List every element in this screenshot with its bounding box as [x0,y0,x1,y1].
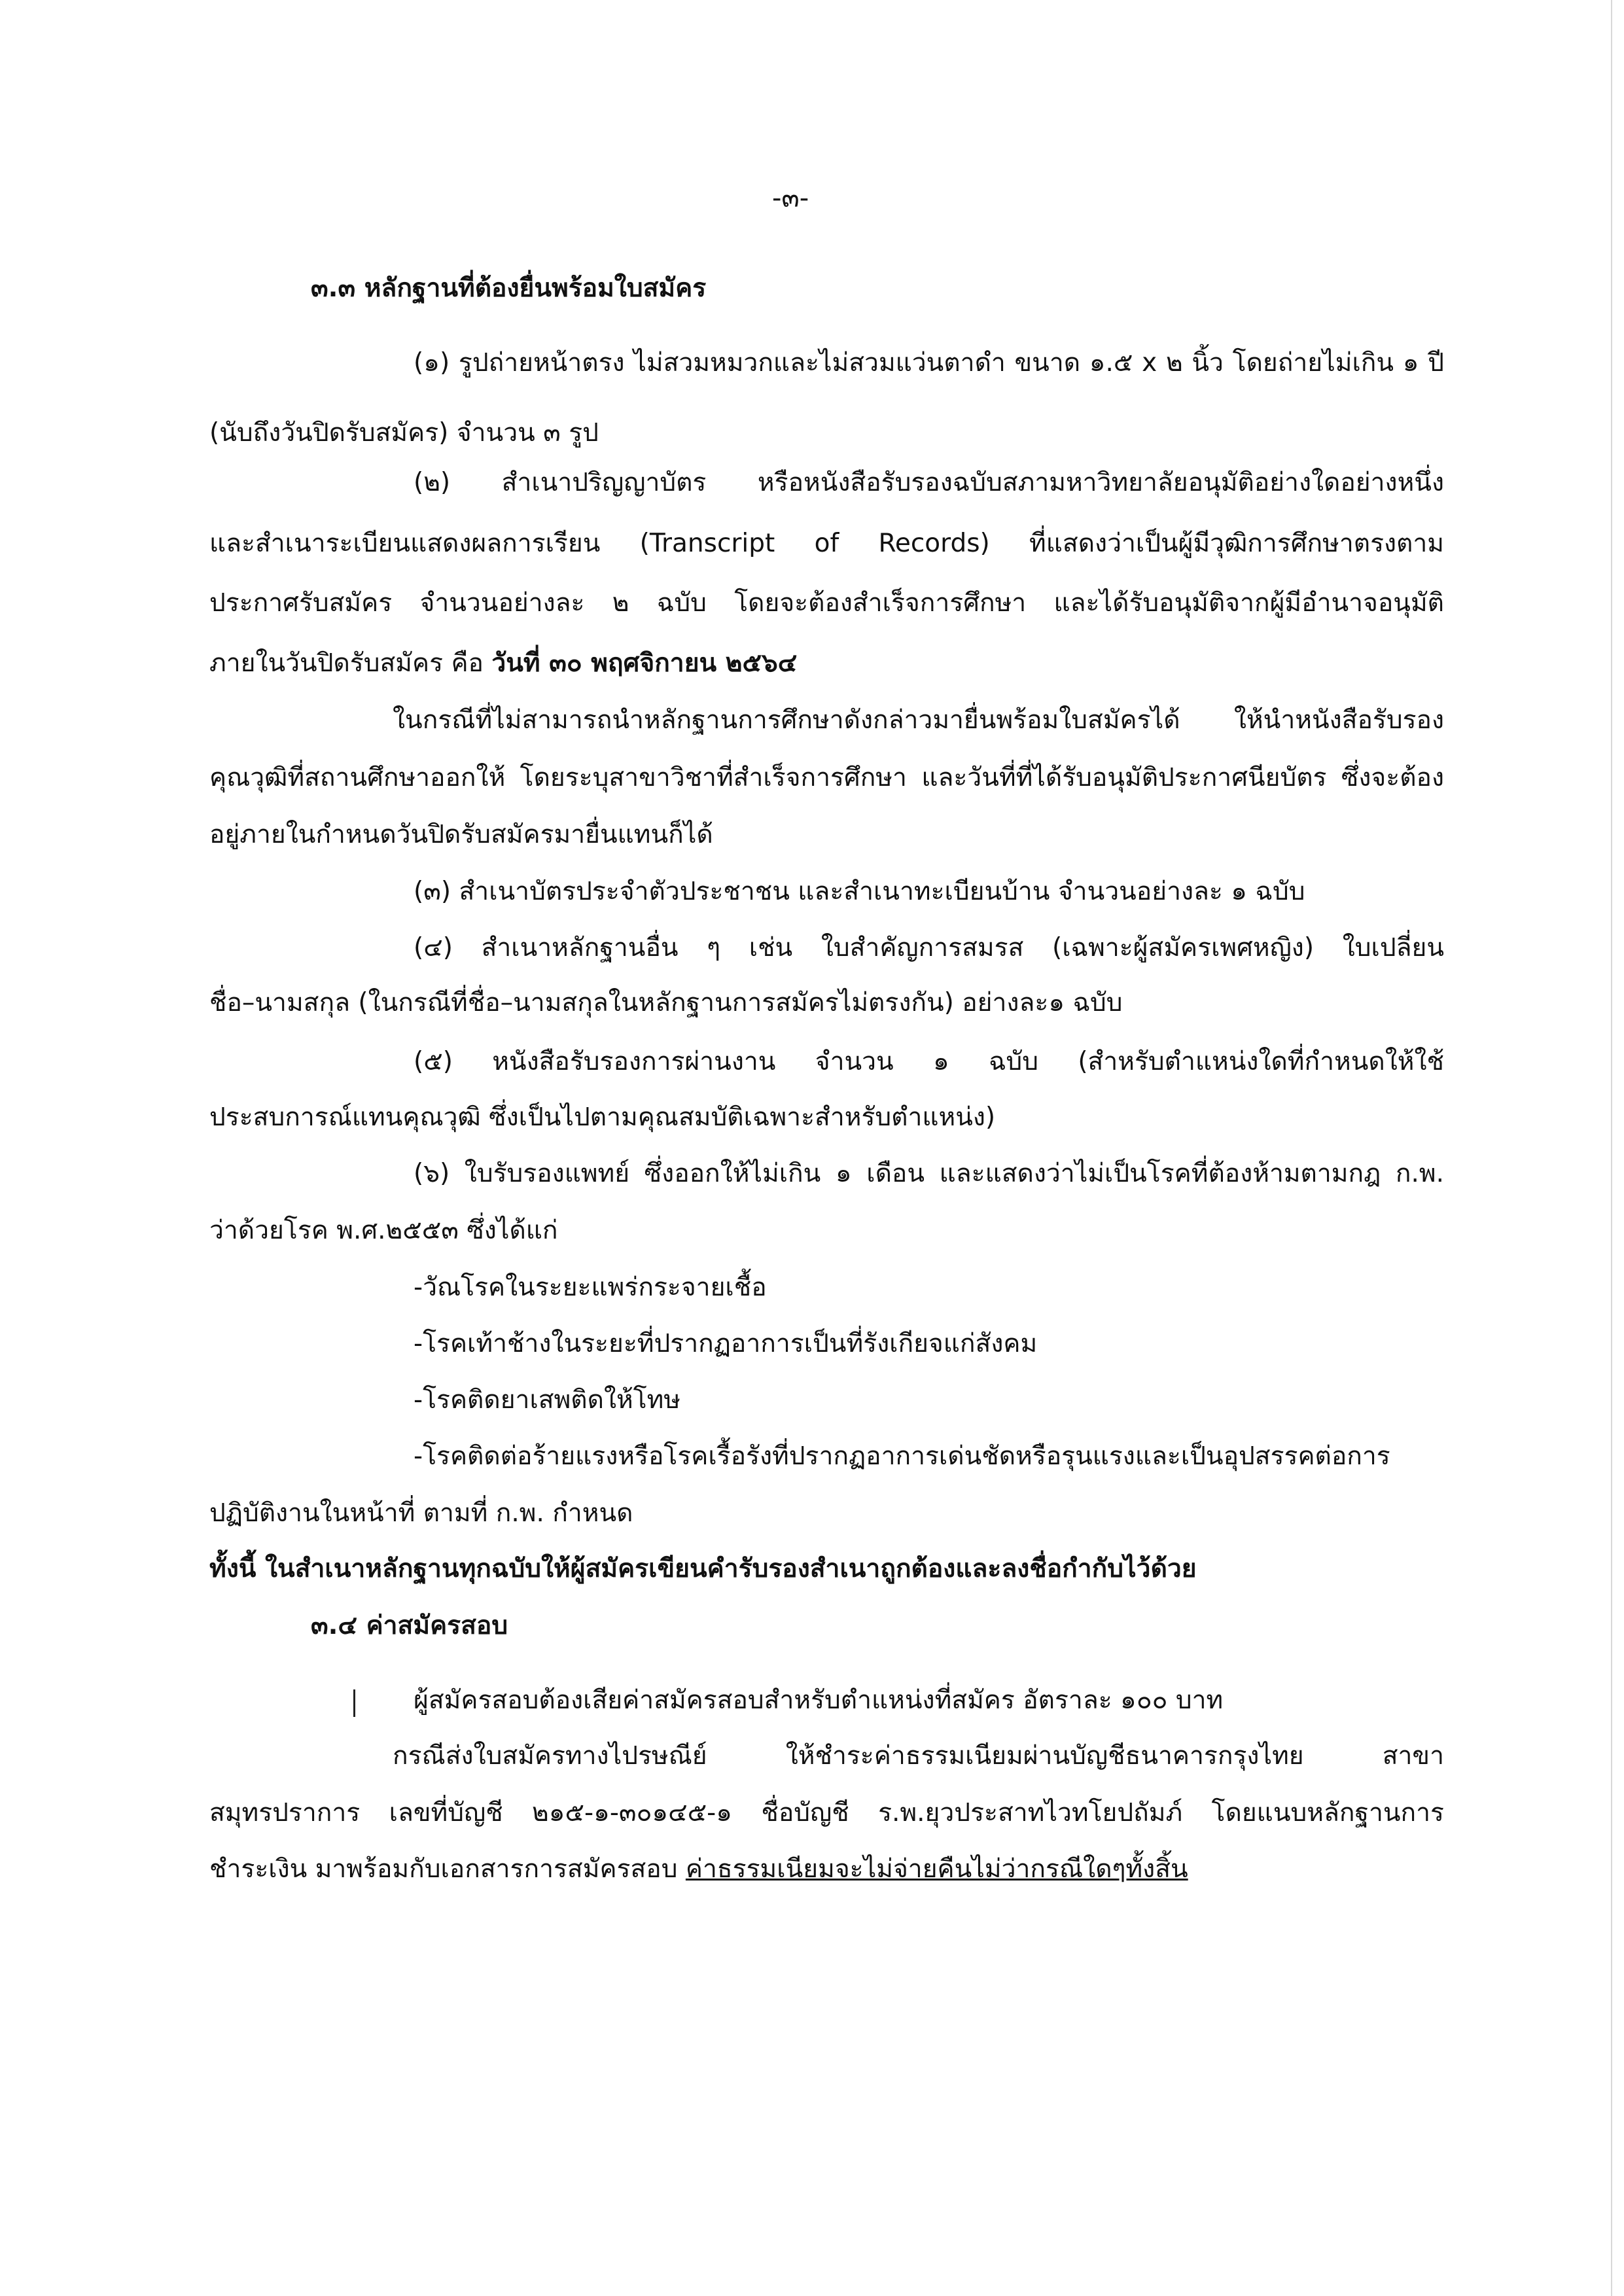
mail-line-1: กรณีส่งใบสมัครทางไปรษณีย์ ให้ชำระค่าธรรมเนียมผ่านบัญชีธนาคารกรุงไทย สาขา [393,1741,1444,1771]
mail-line-3-prefix: ชำระเงิน มาพร้อมกับเอกสารการสมัครสอบ [209,1854,686,1884]
disease-item-3: -โรคติดยาเสพติดให้โทษ [414,1385,681,1415]
fee-line: ผู้สมัครสอบต้องเสียค่าสมัครสอบสำหรับตำแหน่งที่สมัคร อัตราละ ๑๐๐ บาท [414,1686,1224,1715]
item-5-line-1: (๕) หนังสือรับรองการผ่านงาน จำนวน ๑ ฉบับ (สำหรับตำแหน่งใดที่กำหนดให้ใช้ [414,1047,1444,1076]
item-2-line-4-prefix: ภายในวันปิดรับสมัคร คือ [209,648,492,678]
disease-item-1: -วัณโรคในระยะแพร่กระจายเชื้อ [414,1273,767,1302]
closing-date: วันที่ ๓๐ พฤศจิกายน ๒๕๖๔ [491,648,798,678]
item-1-line-1: (๑) รูปถ่ายหน้าตรง ไม่สวมหมวกและไม่สวมแว่นตาดำ ขนาด ๑.๕ x ๒ นิ้ว โดยถ่ายไม่เกิน ๑ ปี [414,348,1444,378]
section-3-3-heading: ๓.๓ หลักฐานที่ต้องยื่นพร้อมใบสมัคร [311,274,707,303]
item-2-line-1: (๒) สำเนาปริญญาบัตร หรือหนังสือรับรองฉบับสภามหาวิทยาลัยอนุมัติอย่างใดอย่างหนึ่ง [414,468,1444,497]
disease-item-4-line-1: -โรคติดต่อร้ายแรงหรือโรคเรื้อรังที่ปรากฏอาการเด่นชัดหรือรุนแรงและเป็นอุปสรรคต่อการ [414,1441,1390,1471]
mail-line-3 [209,1852,1188,1886]
item-3: (๓) สำเนาบัตรประจำตัวประชาชน และสำเนาทะเบียนบ้าน จำนวนอย่างละ ๑ ฉบับ [414,877,1305,906]
mail-line-2: สมุทรปราการ เลขที่บัญชี ๒๑๕-๑-๓๐๑๔๕-๑ ชื่อบัญชี ร.พ.ยุวประสาทไวทโยปถัมภ์ โดยแนบหลักฐานการ [209,1798,1444,1828]
item-2-line-2: และสำเนาระเบียนแสดงผลการเรียน (Transcript of Records) ที่แสดงว่าเป็นผู้มีวุฒิการศึกษาตรงตาม [209,529,1444,558]
item-6-line-1: (๖) ใบรับรองแพทย์ ซึ่งออกให้ไม่เกิน ๑ เดือน และแสดงว่าไม่เป็นโรคที่ต้องห้ามตามกฎ ก.พ. [414,1159,1444,1188]
item-6-line-2: ว่าด้วยโรค พ.ศ.๒๕๕๓ ซึ่งได้แก่ [209,1216,558,1245]
item-2-line-3: ประกาศรับสมัคร จำนวนอย่างละ ๒ ฉบับ โดยจะต้องสำเร็จการศึกษา และได้รับอนุมัติจากผู้มีอำนาจอนุมัติ [209,588,1444,618]
item-2-line-4 [209,646,797,680]
item-1-line-2: (นับถึงวันปิดรับสมัคร) จำนวน ๓ รูป [209,418,599,448]
page-number: -๓- [772,183,809,213]
item-4-line-1: (๔) สำเนาหลักฐานอื่น ๆ เช่น ใบสำคัญการสมรส (เฉพาะผู้สมัครเพศหญิง) ใบเปลี่ยน [414,933,1444,963]
certification-note: ทั้งนี้ ในสำเนาหลักฐานทุกฉบับให้ผู้สมัครเขียนคำรับรองสำเนาถูกต้องและลงชื่อกำกับไว้ด้วย [209,1554,1197,1583]
note-line-3: อยู่ภายในกำหนดวันปิดรับสมัครมายื่นแทนก็ได้ [209,820,713,849]
disease-item-2: -โรคเท้าช้างในระยะที่ปรากฏอาการเป็นที่รังเกียจแก่สังคม [414,1329,1038,1358]
margin-mark [353,1689,355,1717]
note-line-1: ในกรณีที่ไม่สามารถนำหลักฐานการศึกษาดังกล่าวมายื่นพร้อมใบสมัครได้ ให้นำหนังสือรับรอง [393,705,1444,735]
scan-edge [1611,0,1612,2296]
item-4-line-2: ชื่อ–นามสกุล (ในกรณีที่ชื่อ–นามสกุลในหลักฐานการสมัครไม่ตรงกัน) อย่างละ๑ ฉบับ [209,988,1123,1017]
section-3-4-heading: ๓.๔ ค่าสมัครสอบ [311,1611,508,1640]
item-5-line-2: ประสบการณ์แทนคุณวุฒิ ซึ่งเป็นไปตามคุณสมบัติเฉพาะสำหรับตำแหน่ง) [209,1103,996,1132]
note-line-2: คุณวุฒิที่สถานศึกษาออกให้ โดยระบุสาขาวิชาที่สำเร็จการศึกษา และวันที่ที่ได้รับอนุมัติประกาศนียบัตร ซึ่งจะต้อง [209,763,1444,792]
disease-item-4-line-2: ปฏิบัติงานในหน้าที่ ตามที่ ก.พ. กำหนด [209,1498,633,1528]
no-refund-notice: ค่าธรรมเนียมจะไม่จ่ายคืนไม่ว่ากรณีใดๆทั้งสิ้น [685,1854,1188,1884]
